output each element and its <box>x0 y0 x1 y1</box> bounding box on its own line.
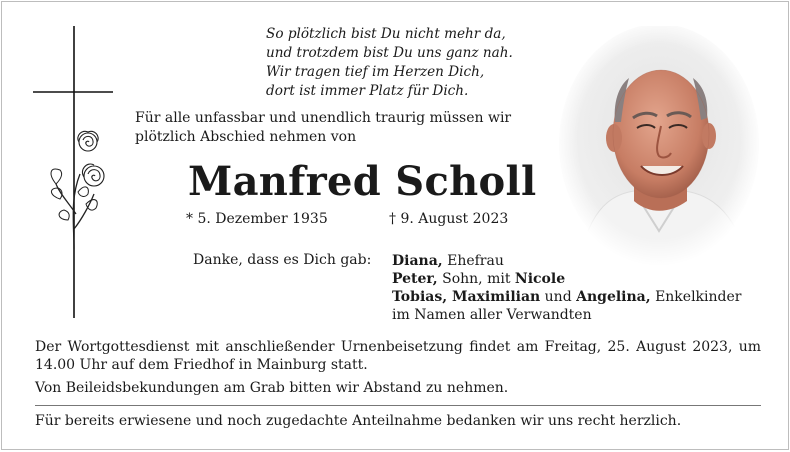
poem-line: und trotzdem bist Du uns ganz nah. <box>266 45 513 61</box>
family-name: Nicole <box>514 271 566 287</box>
family-line: im Namen aller Verwandten <box>392 307 592 323</box>
family-role: Sohn, mit <box>437 271 515 287</box>
cross-with-roses-icon <box>30 24 120 322</box>
closing-thanks: Für bereits erwiesene und noch zugedachte Anteilnahme bedanken wir uns recht herzlich. <box>35 413 682 429</box>
family-line <box>392 288 741 306</box>
intro-line: Für alle unfassbar und unendlich traurig müssen wir <box>135 110 512 126</box>
service-text: Der Wortgottesdienst mit anschließender Urnenbeisetzung findet am Freitag, 25. August 2023, um 14.00 Uhr auf dem Friedhof in Mainburg statt. <box>35 339 761 373</box>
thanks-label: Danke, dass es Dich gab: <box>193 252 372 268</box>
poem-line: So plötzlich bist Du nicht mehr da, <box>266 26 506 42</box>
family-name: Diana, <box>392 253 443 269</box>
family-role: Ehefrau <box>442 253 504 269</box>
family-name: Tobias, Maximilian <box>392 289 541 305</box>
condolence-text: Von Beileidsbekundungen am Grab bitten wir Abstand zu nehmen. <box>35 380 509 396</box>
obituary-notice <box>1 1 789 450</box>
family-role: Enkelkinder <box>650 289 742 305</box>
family-conjunction: und <box>540 289 577 305</box>
birth-date: * 5. Dezember 1935 <box>186 211 328 227</box>
deceased-name: Manfred Scholl <box>188 158 537 205</box>
family-name: Angelina, <box>576 289 651 305</box>
poem <box>266 25 513 101</box>
death-date: † 9. August 2023 <box>389 211 509 227</box>
portrait-photo <box>559 26 759 266</box>
service-info <box>35 338 761 397</box>
poem-line: Wir tragen tief im Herzen Dich, <box>266 64 485 80</box>
family-name: Peter, <box>392 271 438 287</box>
divider <box>35 405 761 406</box>
family-line <box>392 270 741 288</box>
poem-line: dort ist immer Platz für Dich. <box>266 83 469 99</box>
intro-line: plötzlich Abschied nehmen von <box>135 129 357 145</box>
intro-text <box>135 109 511 147</box>
